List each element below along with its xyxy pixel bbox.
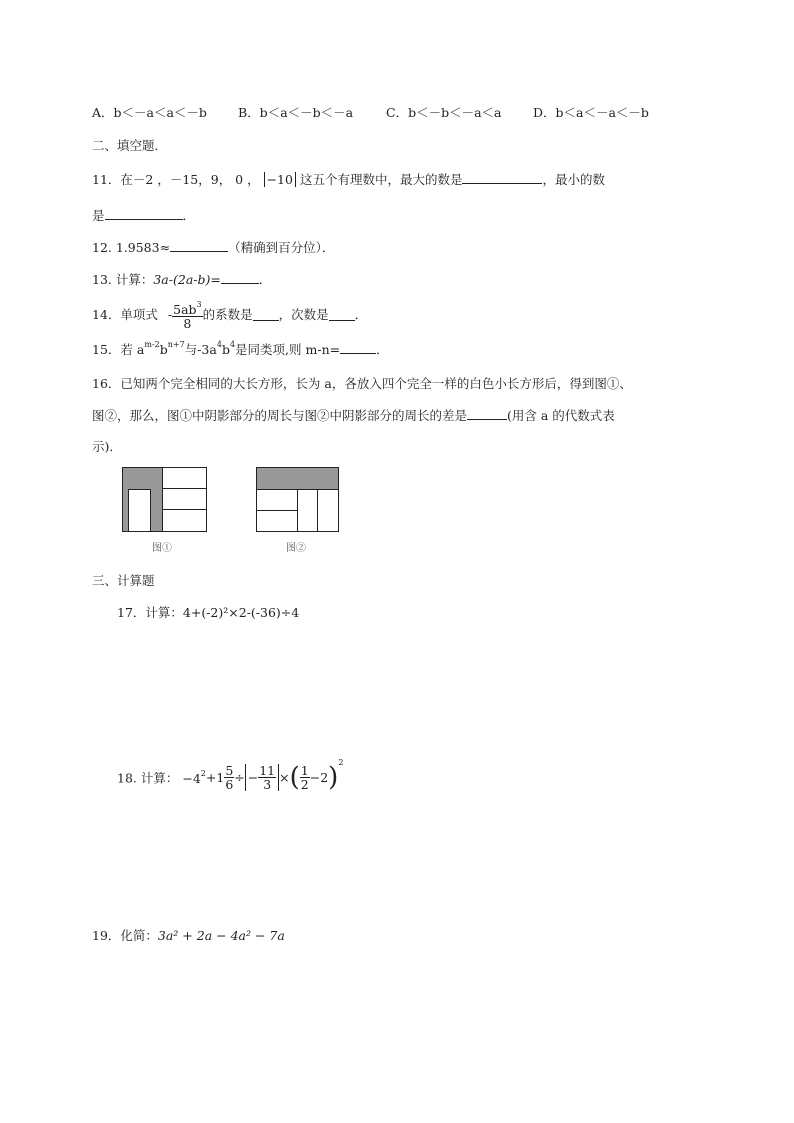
q16-line3: 示)． (92, 439, 122, 454)
q11-line2: 是 (92, 208, 105, 223)
q12-suffix: （精确到百分位）． (228, 240, 335, 255)
fig2-small-rect-1 (257, 490, 298, 511)
fig1-small-rect-3 (163, 510, 207, 532)
q16-line2a: 图②，那么，图①中阴影部分的周长与图②中阴影部分的周长的差是 (92, 408, 468, 423)
q12-prefix: 12. 1.9583≈ (92, 240, 171, 255)
q19-label: 19．化简： (92, 928, 158, 943)
fig2-small-rect-2 (257, 511, 298, 532)
q18-fraction-5-6: $\frac{5}{6}$ (225, 763, 234, 792)
q15-blank[interactable] (340, 341, 376, 354)
q17-label: 17．计算： (117, 605, 183, 620)
q11-end: ． (182, 208, 196, 223)
question-19 (92, 926, 285, 944)
figure-2-caption: 图② (286, 543, 306, 554)
question-17 (117, 603, 299, 621)
q15-exp1: m-2 (144, 340, 160, 349)
question-16-line2 (92, 406, 615, 424)
question-13 (92, 270, 271, 288)
q11-tail: ，最小的数 (542, 172, 605, 187)
q13-blank[interactable] (221, 271, 259, 284)
q10-option-a: A．b＜－a＜a＜－b (92, 105, 207, 120)
q15-b2: b (221, 342, 230, 357)
fig2-small-rect-4 (318, 490, 339, 532)
q19-expr: 3a² + 2a − 4a² − 7a (157, 928, 285, 943)
q14-end: ． (354, 307, 368, 322)
q17-expr: 4+(-2)²×2-(-36)÷4 (182, 605, 300, 620)
section-fill-heading: 二、填空题． (92, 138, 168, 153)
question-18: 18. 计算： $-4^2+1$ $\frac{5}{6}$ ÷ − $\frac{11}{3}$ ×( $\frac{1}{2}$ −2)$^2$ (117, 758, 344, 793)
q14-neg: - (167, 306, 173, 322)
q15-mid: 与-3a (184, 342, 217, 357)
q16-line1: 16．已知两个完全相同的大长方形，长为 a，各放入四个完全一样的白色小长方形后，得到图①、 (92, 376, 632, 391)
q13-prefix: 13. 计算： (92, 272, 154, 287)
q14-fraction (172, 298, 203, 330)
figure-2-diagram (256, 467, 340, 533)
fig2-small-rect-3 (298, 490, 318, 532)
q12-blank[interactable] (170, 239, 228, 252)
question-11-line2 (92, 206, 195, 224)
q11-abs-value: −10 (264, 172, 296, 187)
section-calc-heading: 三、计算题 (92, 573, 155, 588)
q18-minus-two: −2 (309, 770, 329, 785)
q14-prefix: 14．单项式 (92, 307, 158, 322)
q18-times: × (279, 770, 290, 785)
q14-num-exp: 3 (196, 300, 202, 309)
q14-blank-coef[interactable] (253, 308, 279, 321)
q15-prefix: 15．若 a (92, 342, 145, 357)
question-14 (92, 298, 367, 330)
q11-middle: 这五个有理数中，最大的数是 (299, 172, 463, 187)
q15-tail: 是同类项,则 m-n= (235, 342, 341, 357)
q14-mid2: ，次数是 (278, 307, 329, 322)
q13-end: ． (258, 272, 272, 287)
q18-plus-one: +1 (205, 770, 225, 785)
q16-line2b: (用含 a 的代数式表 (507, 408, 615, 423)
q10-option-d: D．b＜a＜－a＜－b (533, 105, 649, 120)
q11-blank-min[interactable] (105, 207, 183, 220)
q18-label: 18. 计算： (117, 770, 179, 786)
fig1-small-rect-2 (163, 489, 207, 510)
q15-exp4: 4 (229, 340, 236, 349)
q14-mid: 的系数是 (202, 307, 253, 322)
figure-1-diagram (122, 467, 208, 533)
q16-blank[interactable] (467, 407, 507, 420)
q18-abs: − $\frac{11}{3}$ (245, 764, 279, 791)
question-12 (92, 238, 334, 256)
q14-num: 5ab (173, 302, 197, 317)
q15-b: b (159, 342, 168, 357)
q18-div: ÷ (234, 770, 245, 785)
q15-end: ． (376, 342, 389, 357)
q10-option-c: C．b＜－b＜－a＜a (386, 105, 502, 120)
fig1-small-rect-4 (129, 490, 151, 532)
figure-1-caption: 图① (152, 543, 172, 554)
q15-exp2: n+7 (167, 340, 185, 349)
q13-expr: 3a-(2a-b)= (153, 272, 221, 287)
q14-den: 8 (183, 316, 192, 331)
q11-blank-max[interactable] (462, 171, 542, 184)
q14-blank-degree[interactable] (329, 308, 355, 321)
q18-term-a: $-4^2$ (182, 769, 206, 786)
q18-outer-exp: 2 (338, 758, 344, 767)
fig1-small-rect-1 (163, 468, 207, 489)
q15-exp3: 4 (216, 340, 222, 349)
question-11-line1 (92, 170, 605, 188)
q11-prefix: 11．在－2 ，－15，9， 0 ， (92, 172, 260, 187)
q18-fraction-11-3: $\frac{11}{3}$ (259, 763, 276, 792)
question-15 (92, 340, 389, 358)
q10-option-b: B．b＜a＜－b＜－a (238, 105, 354, 120)
q18-fraction-1-2: $\frac{1}{2}$ (300, 763, 309, 792)
